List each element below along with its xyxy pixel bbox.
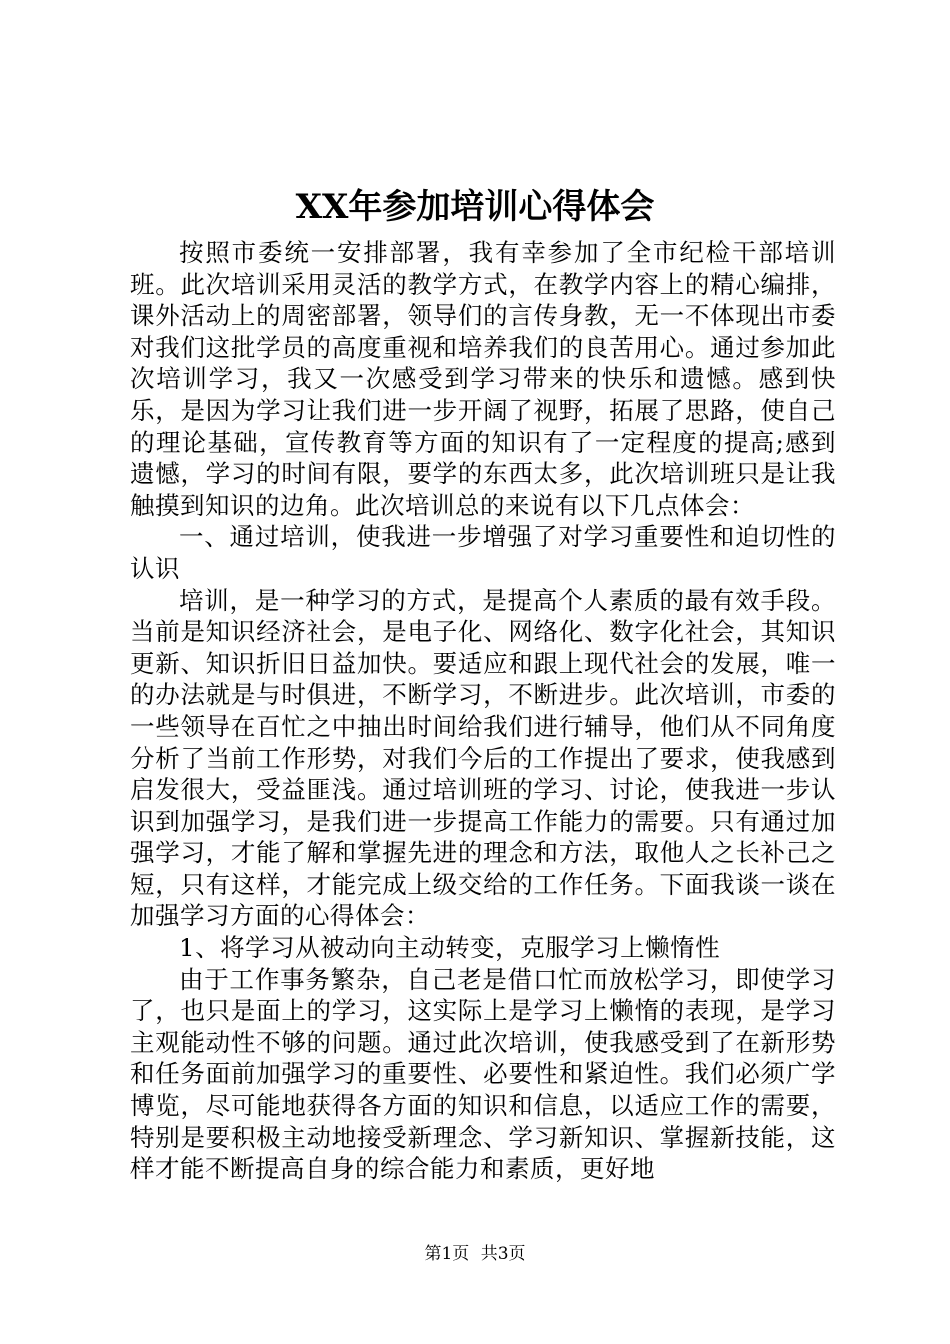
section-heading-1: 一、通过培训，使我进一步增强了对学习重要性和迫切性的认识 [130, 522, 836, 583]
paragraph-training: 培训，是一种学习的方式，是提高个人素质的最有效手段。当前是知识经济社会，是电子化、网络化、数字化社会，其知识更新、知识折旧日益加快。要适应和跟上现代社会的发展，唯一的办法就是与时俱进，不断学习，不断进步。此次培训，市委的一些领导在百忙之中抽出时间给我们进行辅导，他们从不同角度分析了当前工作形势，对我们今后的工作提出了要求，使我感到启发很大，受益匪浅。通过培训班的学习、讨论，使我进一步认识到加强学习，是我们进一步提高工作能力的需要。只有通过加强学习，才能了解和掌握先进的理念和方法，取他人之长补己之短，只有这样，才能完成上级交给的工作任务。下面我谈一谈在加强学习方面的心得体会： [130, 585, 836, 931]
subsection-heading-1: 1、将学习从被动向主动转变，克服学习上懒惰性 [179, 933, 721, 963]
paragraph-study: 由于工作事务繁杂，自己老是借口忙而放松学习，即使学习了，也只是面上的学习，这实际上是学习上懒惰的表现，是学习主观能动性不够的问题。通过此次培训，使我感受到了在新形势和任务面前加强学习的重要性、必要性和紧迫性。我们必须广学博览，尽可能地获得各方面的知识和信息，以适应工作的需要，特别是要积极主动地接受新理念、学习新知识、掌握新技能，这样才能不断提高自身的综合能力和素质，更好地 [130, 964, 836, 1184]
paragraph-intro: 按照市委统一安排部署，我有幸参加了全市纪检干部培训班。此次培训采用灵活的教学方式，在教学内容上的精心编排，课外活动上的周密部署，领导们的言传身教，无一不体现出市委对我们这批学员的高度重视和培养我们的良苦用心。通过参加此次培训学习，我又一次感受到学习带来的快乐和遗憾。感到快乐，是因为学习让我们进一步开阔了视野，拓展了思路，使自己的理论基础，宣传教育等方面的知识有了一定程度的提高;感到遗憾，学习的时间有限，要学的东西太多，此次培训班只是让我触摸到知识的边角。此次培训总的来说有以下几点体会： [130, 238, 836, 520]
document-body [130, 237, 836, 1185]
page-total: 共3页 [480, 1244, 526, 1264]
document-title: XX年参加培训心得体会 [295, 187, 655, 227]
page-current: 第1页 [424, 1244, 470, 1264]
page-number-footer [0, 1242, 950, 1266]
